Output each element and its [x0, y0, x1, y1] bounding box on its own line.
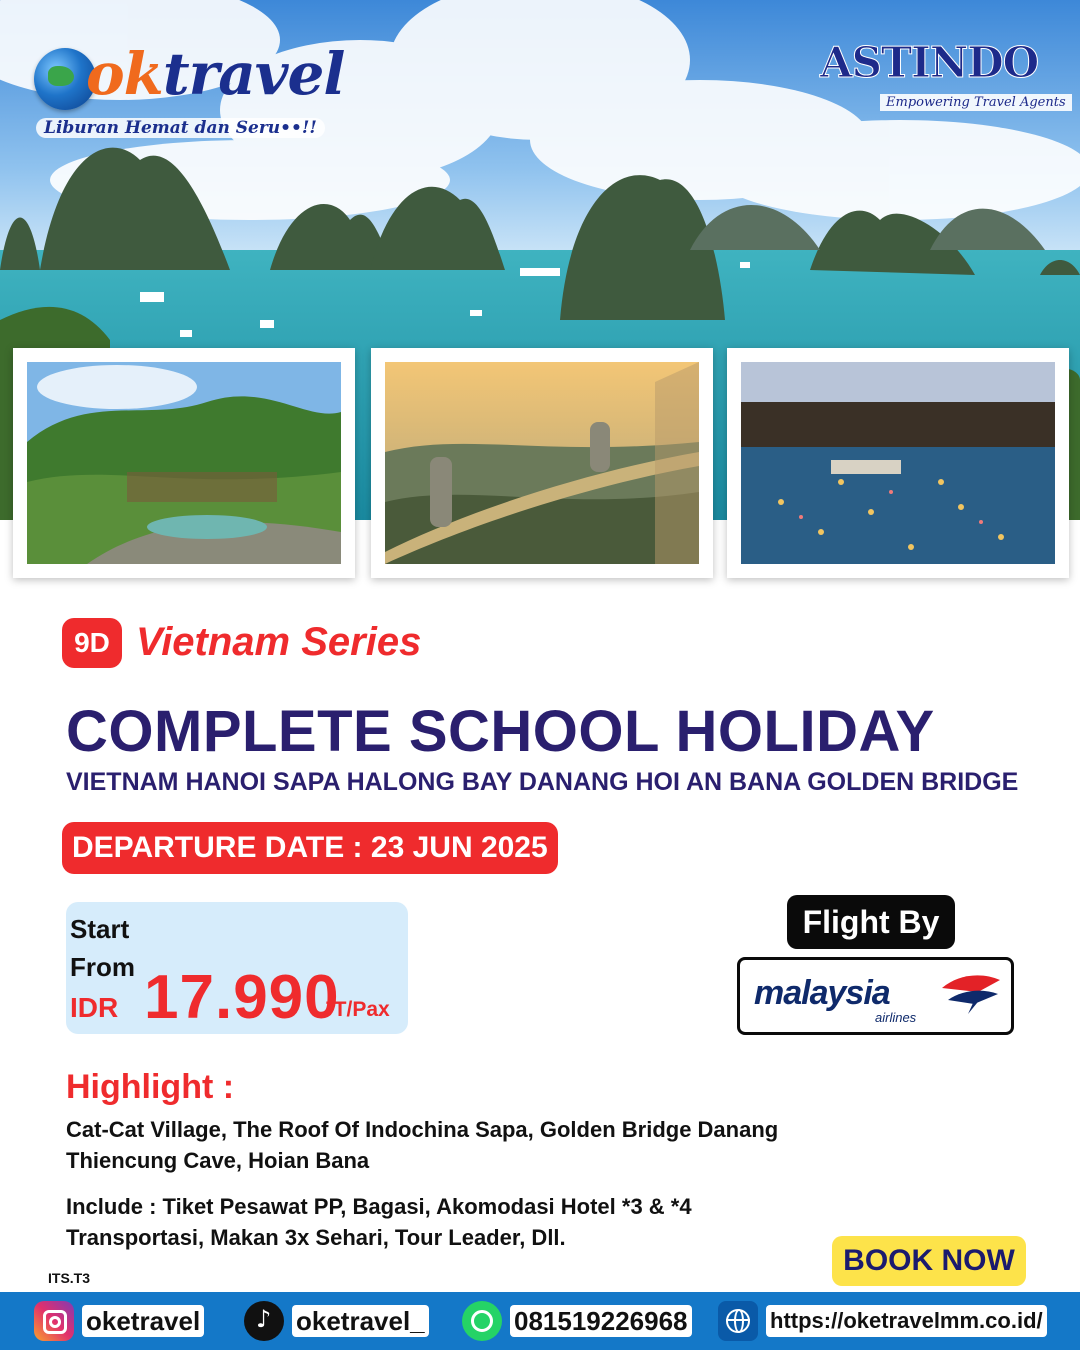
whatsapp-link[interactable] [462, 1303, 692, 1339]
oketravel-tagline: Liburan Hemat dan Seru••!! [36, 118, 325, 138]
airline-kite-icon [938, 970, 1002, 1018]
astindo-logo [820, 38, 1066, 123]
tiktok-link[interactable] [244, 1303, 429, 1339]
tiktok-icon: ♪ [244, 1301, 284, 1341]
astindo-tagline: Empowering Travel Agents [880, 94, 1072, 111]
include-line: Transportasi, Makan 3x Sehari, Tour Leader, Dll. [66, 1225, 566, 1250]
highlight-line: Cat-Cat Village, The Roof Of Indochina Sapa, Golden Bridge Danang [66, 1117, 779, 1142]
price-unit: JT/Pax [322, 998, 390, 1021]
globe-icon [718, 1301, 758, 1341]
instagram-link[interactable] [34, 1303, 204, 1339]
page-title: COMPLETE SCHOOL HOLIDAY [66, 699, 935, 764]
highlight-line: Thiencung Cave, Hoian Bana [66, 1148, 370, 1173]
contact-footer [0, 1292, 1080, 1350]
whatsapp-icon [462, 1301, 502, 1341]
instagram-icon [34, 1301, 74, 1341]
days-badge: 9D [62, 618, 122, 668]
include-list [66, 1191, 886, 1253]
tiktok-handle: oketravel_ [292, 1305, 429, 1337]
astindo-logo-text: ASTINDO [820, 38, 1039, 87]
flight-by-label: Flight By [787, 895, 955, 949]
photo-sapa-village [13, 348, 355, 578]
website-link[interactable] [718, 1303, 1047, 1339]
airline-name: malaysia [754, 974, 890, 1012]
highlight-title: Highlight : [66, 1068, 235, 1106]
highlight-list [66, 1114, 886, 1176]
oketravel-logo-text: oktravel [86, 40, 345, 108]
tour-code: ITS.T3 [48, 1270, 91, 1286]
price-box [66, 902, 408, 1034]
destinations-subtitle: VIETNAM HANOI SAPA HALONG BAY DANANG HOI AN BANA GOLDEN BRIDGE [66, 768, 1019, 796]
price-start-label: Start From [70, 914, 135, 982]
series-title: Vietnam Series [136, 620, 422, 664]
oketravel-logo [28, 22, 345, 142]
whatsapp-number: 081519226968 [510, 1305, 692, 1337]
departure-date-badge: DEPARTURE DATE : 23 JUN 2025 [62, 822, 558, 874]
website-url: https://oketravelmm.co.id/ [766, 1305, 1047, 1337]
instagram-handle: oketravel [82, 1305, 204, 1337]
include-line: Include : Tiket Pesawat PP, Bagasi, Akomodasi Hotel *3 & *4 [66, 1194, 692, 1219]
book-now-button[interactable]: BOOK NOW [832, 1236, 1026, 1286]
price-currency: IDR [70, 992, 119, 1023]
photo-golden-bridge [371, 348, 713, 578]
airline-sub: airlines [875, 1010, 917, 1025]
price-amount: 17.990 [144, 963, 340, 1032]
photo-hoi-an [727, 348, 1069, 578]
malaysia-airlines-logo [737, 957, 1014, 1035]
